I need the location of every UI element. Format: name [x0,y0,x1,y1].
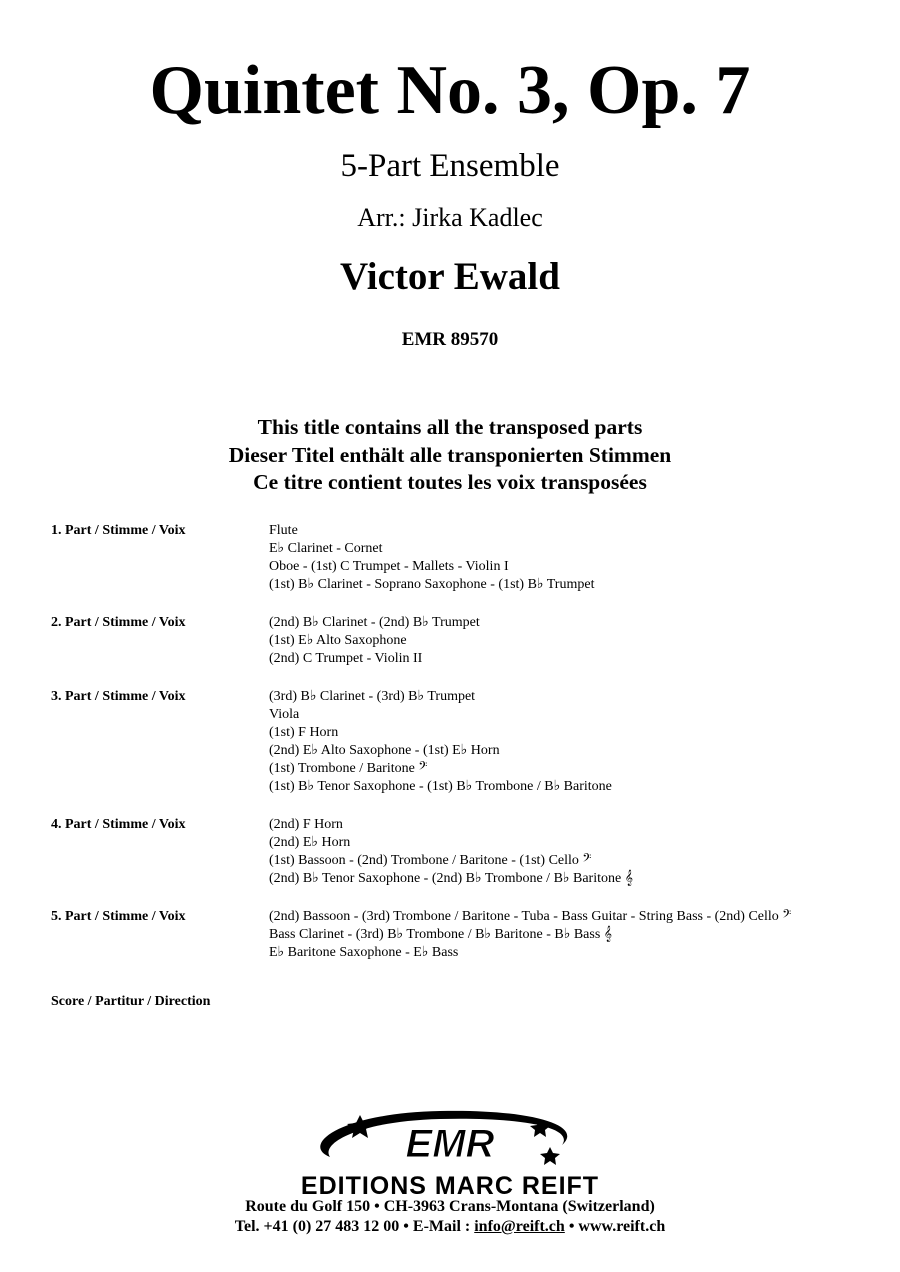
instrument-line: (2nd) F Horn [269,817,343,832]
instrument-line: Oboe - (1st) C Trumpet - Mallets - Violin I [269,559,509,574]
instrument-line: (2nd) B♭ Tenor Saxophone - (2nd) B♭ Trombone / B♭ Baritone 𝄞 [269,871,633,886]
instrument-line: E♭ Baritone Saxophone - E♭ Bass [269,945,459,960]
instrument-line: (1st) Trombone / Baritone 𝄢 [269,761,428,776]
part-label: 1. Part / Stimme / Voix [51,523,186,538]
instrument-line: Bass Clarinet - (3rd) B♭ Trombone / B♭ Baritone - B♭ Bass 𝄞 [269,927,613,942]
part-4 [51,816,871,888]
instrument-line: Viola [269,707,300,722]
part-1 [51,522,871,594]
instrument-list [269,908,791,962]
score-label: Score / Partitur / Direction [51,994,211,1009]
instrument-line: (3rd) B♭ Clarinet - (3rd) B♭ Trumpet [269,689,476,704]
instrument-line: (2nd) Bassoon - (3rd) Trombone / Baritone - Tuba - Bass Guitar - String Bass - (2nd) Cello 𝄢 [269,909,792,924]
website-text: • www.reift.ch [564,1218,666,1235]
instrument-line: (1st) E♭ Alto Saxophone [269,633,407,648]
notice-en: This title contains all the transposed parts [257,415,643,439]
part-3 [51,688,871,796]
part-label: 2. Part / Stimme / Voix [51,615,186,630]
publisher-name: EDITIONS MARC REIFT [300,1172,600,1200]
instrument-line: (1st) Bassoon - (2nd) Trombone / Baritone - (1st) Cello 𝄢 [269,853,592,868]
instrument-line: (1st) B♭ Clarinet - Soprano Saxophone - (1st) B♭ Trumpet [269,577,595,592]
subtitle: 5-Part Ensemble [340,148,560,184]
publisher-contact [0,1217,900,1237]
parts-list [51,522,871,962]
instrument-line: (2nd) B♭ Clarinet - (2nd) B♭ Trumpet [269,615,480,630]
composer: Victor Ewald [340,255,560,298]
notice-fr: Ce titre contient toutes les voix transposées [253,470,647,494]
transposition-notices [0,414,900,497]
part-label: 5. Part / Stimme / Voix [51,909,186,924]
instrument-line: (2nd) E♭ Horn [269,835,351,850]
instrument-line: E♭ Clarinet - Cornet [269,541,383,556]
publisher-address: Route du Golf 150 • CH-3963 Crans-Montana (Switzerland) [245,1198,655,1215]
catalog-number: EMR 89570 [401,329,499,350]
emr-logo [300,1105,600,1175]
part-2 [51,614,871,668]
notice-de: Dieser Titel enthält alle transponierten Stimmen [228,442,672,467]
part-5 [51,908,871,962]
instrument-list [269,522,594,594]
instrument-line: Flute [269,523,298,538]
instrument-line: (2nd) E♭ Alto Saxophone - (1st) E♭ Horn [269,743,500,758]
phone-text: Tel. +41 (0) 27 483 12 00 • E-Mail : [234,1218,475,1235]
email-link[interactable]: info@reift.ch [474,1218,565,1235]
instrument-line: (1st) F Horn [269,725,339,740]
instrument-line: (2nd) C Trumpet - Violin II [269,651,423,666]
instrument-line: (1st) B♭ Tenor Saxophone - (1st) B♭ Trombone / B♭ Baritone [269,779,612,794]
part-label: 4. Part / Stimme / Voix [51,817,186,832]
page-title: Quintet No. 3, Op. 7 [149,52,751,129]
instrument-list [269,816,633,888]
instrument-list [269,688,612,796]
instrument-list [269,614,480,668]
arranger: Arr.: Jirka Kadlec [357,203,543,232]
part-label: 3. Part / Stimme / Voix [51,689,186,704]
svg-text:EMR: EMR [405,1122,495,1166]
